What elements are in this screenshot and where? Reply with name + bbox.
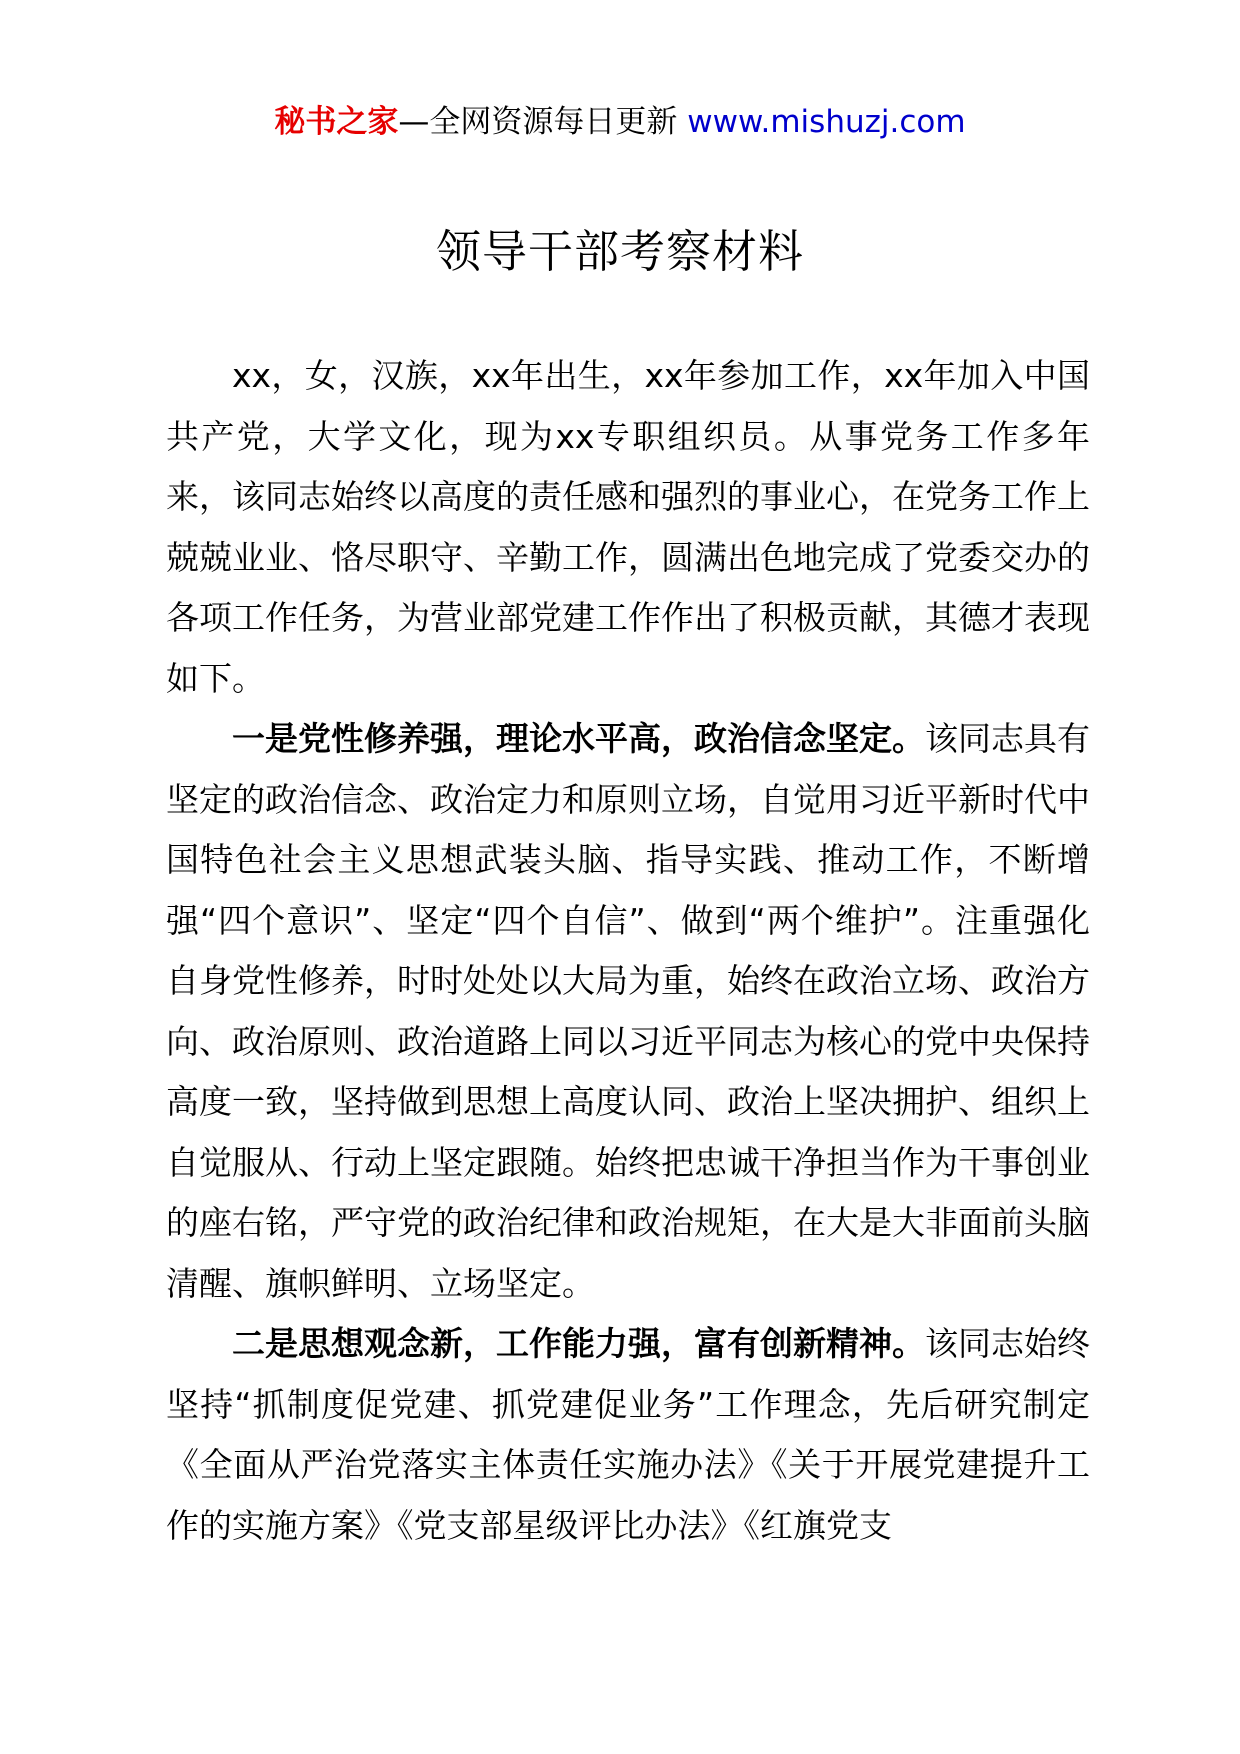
brand-name: 秘书之家: [274, 104, 399, 140]
paragraph-point-two: [166, 1314, 1090, 1556]
paragraph-text: xx，女，汉族，xx年出生，xx年参加工作，xx年加入中国共产党，大学文化，现为xx专职组织员。从事党务工作多年来，该同志始终以高度的责任感和强烈的事业心，在党务工作上兢兢业业、恪尽职守、辛勤工作，圆满出色地完成了党委交办的各项工作任务，为营业部党建工作作出了积极贡献，其德才表现如下。: [166, 356, 1090, 698]
paragraph-lead: 一是党性修养强，理论水平高，政治信念坚定。: [232, 719, 925, 758]
paragraph-point-one: [166, 709, 1090, 1314]
paragraph-text: 该同志具有坚定的政治信念、政治定力和原则立场，自觉用习近平新时代中国特色社会主义思想武装头脑、指导实践、推动工作，不断增强“四个意识”、坚定“四个自信”、做到“两个维护”。注重强化自身党性修养，时时处处以大局为重，始终在政治立场、政治方向、政治原则、政治道路上同以习近平同志为核心的党中央保持高度一致，坚持做到思想上高度认同、政治上坚决拥护、组织上自觉服从、行动上坚定跟随。始终把忠诚干净担当作为干事创业的座右铭，严守党的政治纪律和政治规矩，在大是大非面前头脑清醒、旗帜鲜明、立场坚定。: [166, 719, 1090, 1303]
header-tagline: —全网资源每日更新: [398, 104, 688, 140]
paragraph-lead: 二是思想观念新，工作能力强，富有创新精神。: [232, 1324, 925, 1363]
document-title: 领导干部考察材料: [435, 225, 804, 278]
site-url-link[interactable]: www.mishuzj.com: [687, 104, 966, 140]
paragraph-intro: [166, 346, 1090, 709]
site-header: [0, 100, 1240, 144]
document-body: [166, 346, 1090, 1556]
paragraph-text: 该同志始终坚持“抓制度促党建、抓党建促业务”工作理念，先后研究制定《全面从严治党落实主体责任实施办法》《关于开展党建提升工作的实施方案》《党支部星级评比办法》《红旗党支: [166, 1324, 1090, 1545]
